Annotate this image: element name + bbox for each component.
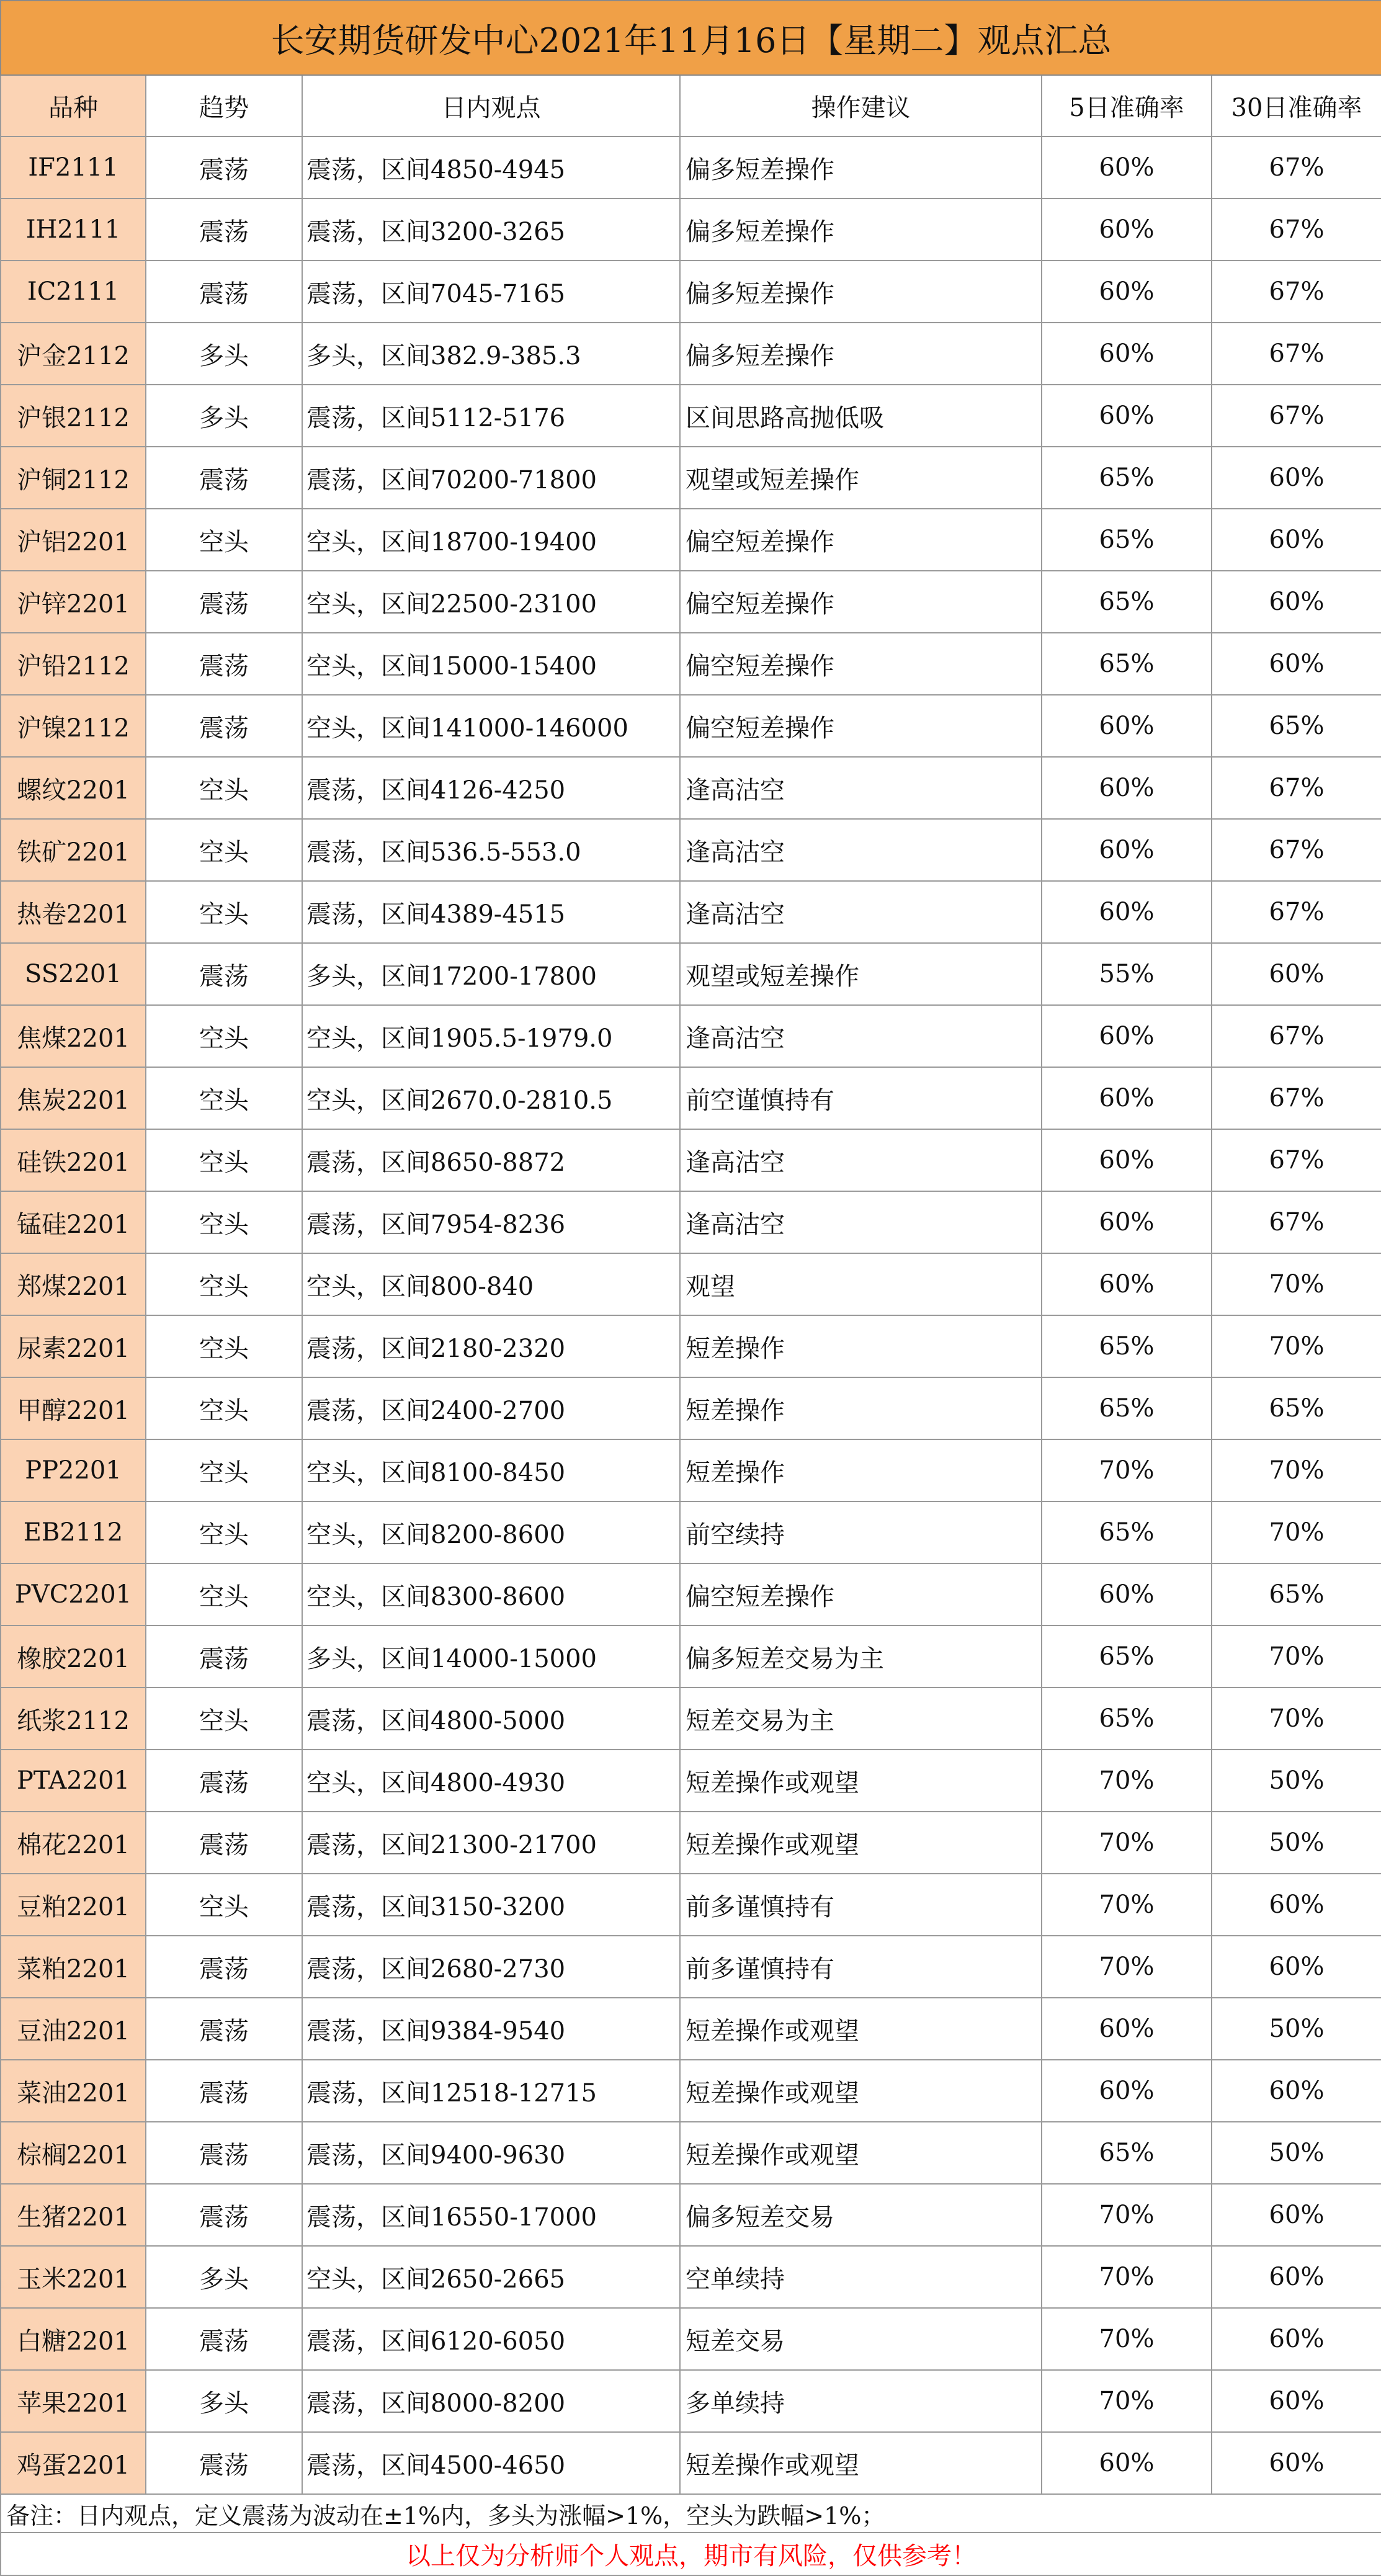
trend-cell: 震荡 — [146, 2308, 302, 2370]
variety-cell: PVC2201 — [1, 1563, 146, 1626]
header-advice: 操作建议 — [680, 75, 1042, 136]
trend-cell: 震荡 — [146, 447, 302, 509]
accuracy-30day-cell: 60% — [1212, 1874, 1381, 1936]
table-row — [1, 2122, 1381, 2184]
intraday-view-cell: 震荡，区间4126-4250 — [302, 757, 680, 819]
advice-cell: 短差操作或观望 — [680, 1812, 1042, 1874]
variety-cell: 沪铝2201 — [1, 509, 146, 571]
table-row — [1, 881, 1381, 943]
accuracy-5day-cell: 70% — [1042, 1874, 1212, 1936]
accuracy-5day-cell: 60% — [1042, 136, 1212, 199]
variety-cell: SS2201 — [1, 943, 146, 1005]
accuracy-5day-cell: 60% — [1042, 1067, 1212, 1129]
accuracy-5day-cell: 65% — [1042, 509, 1212, 571]
accuracy-30day-cell: 70% — [1212, 1626, 1381, 1688]
intraday-view-cell: 空头，区间15000-15400 — [302, 633, 680, 695]
accuracy-30day-cell: 50% — [1212, 1750, 1381, 1812]
intraday-view-cell: 空头，区间800-840 — [302, 1253, 680, 1315]
accuracy-30day-cell: 67% — [1212, 136, 1381, 199]
accuracy-30day-cell: 67% — [1212, 199, 1381, 261]
intraday-view-cell: 多头，区间382.9-385.3 — [302, 323, 680, 385]
intraday-view-cell: 震荡，区间9400-9630 — [302, 2122, 680, 2184]
variety-cell: 鸡蛋2201 — [1, 2432, 146, 2494]
advice-cell: 逢高沽空 — [680, 1129, 1042, 1191]
variety-cell: 纸浆2112 — [1, 1688, 146, 1750]
variety-cell: 铁矿2201 — [1, 819, 146, 881]
accuracy-5day-cell: 65% — [1042, 2122, 1212, 2184]
variety-cell: 尿素2201 — [1, 1315, 146, 1377]
trend-cell: 震荡 — [146, 1812, 302, 1874]
variety-cell: 沪锌2201 — [1, 571, 146, 633]
variety-cell: 菜粕2201 — [1, 1936, 146, 1998]
table-row — [1, 2246, 1381, 2308]
variety-cell: 硅铁2201 — [1, 1129, 146, 1191]
trend-cell: 震荡 — [146, 199, 302, 261]
accuracy-30day-cell: 60% — [1212, 2308, 1381, 2370]
trend-cell: 震荡 — [146, 1750, 302, 1812]
advice-cell: 逢高沽空 — [680, 1005, 1042, 1067]
trend-cell: 震荡 — [146, 2184, 302, 2246]
trend-cell: 空头 — [146, 1191, 302, 1253]
trend-cell: 空头 — [146, 1688, 302, 1750]
accuracy-5day-cell: 70% — [1042, 2308, 1212, 2370]
intraday-view-cell: 空头，区间18700-19400 — [302, 509, 680, 571]
accuracy-5day-cell: 60% — [1042, 1005, 1212, 1067]
accuracy-30day-cell: 65% — [1212, 1563, 1381, 1626]
footnote: 备注：日内观点，定义震荡为波动在±1%内，多头为涨幅>1%，空头为跌幅>1%； — [1, 2494, 1381, 2533]
table-row — [1, 695, 1381, 757]
variety-cell: PTA2201 — [1, 1750, 146, 1812]
advice-cell: 观望或短差操作 — [680, 447, 1042, 509]
intraday-view-cell: 空头，区间22500-23100 — [302, 571, 680, 633]
trend-cell: 空头 — [146, 1129, 302, 1191]
table-row — [1, 2370, 1381, 2432]
trend-cell: 多头 — [146, 323, 302, 385]
accuracy-5day-cell: 60% — [1042, 757, 1212, 819]
variety-cell: 热卷2201 — [1, 881, 146, 943]
trend-cell: 空头 — [146, 1377, 302, 1439]
advice-cell: 逢高沽空 — [680, 819, 1042, 881]
advice-cell: 多单续持 — [680, 2370, 1042, 2432]
variety-cell: 沪铅2112 — [1, 633, 146, 695]
trend-cell: 震荡 — [146, 2432, 302, 2494]
accuracy-5day-cell: 70% — [1042, 1439, 1212, 1501]
table-row — [1, 1377, 1381, 1439]
trend-cell: 空头 — [146, 1005, 302, 1067]
table-row — [1, 1005, 1381, 1067]
table-row — [1, 1501, 1381, 1563]
table-row — [1, 571, 1381, 633]
accuracy-30day-cell: 67% — [1212, 819, 1381, 881]
accuracy-5day-cell: 60% — [1042, 1253, 1212, 1315]
accuracy-30day-cell: 70% — [1212, 1315, 1381, 1377]
table-row — [1, 1874, 1381, 1936]
accuracy-5day-cell: 70% — [1042, 1750, 1212, 1812]
accuracy-30day-cell: 60% — [1212, 509, 1381, 571]
advice-cell: 前空谨慎持有 — [680, 1067, 1042, 1129]
accuracy-30day-cell: 67% — [1212, 261, 1381, 323]
accuracy-30day-cell: 60% — [1212, 943, 1381, 1005]
variety-cell: 玉米2201 — [1, 2246, 146, 2308]
table-row — [1, 1998, 1381, 2060]
variety-cell: 焦煤2201 — [1, 1005, 146, 1067]
variety-cell: 锰硅2201 — [1, 1191, 146, 1253]
accuracy-5day-cell: 65% — [1042, 1377, 1212, 1439]
variety-cell: PP2201 — [1, 1439, 146, 1501]
intraday-view-cell: 震荡，区间4850-4945 — [302, 136, 680, 199]
intraday-view-cell: 震荡，区间16550-17000 — [302, 2184, 680, 2246]
trend-cell: 多头 — [146, 2246, 302, 2308]
table-row — [1, 1812, 1381, 1874]
trend-cell: 震荡 — [146, 1998, 302, 2060]
accuracy-5day-cell: 70% — [1042, 1812, 1212, 1874]
table-row — [1, 323, 1381, 385]
advice-cell: 短差操作或观望 — [680, 2060, 1042, 2122]
advice-cell: 短差交易为主 — [680, 1688, 1042, 1750]
header-30day-accuracy: 30日准确率 — [1212, 75, 1381, 136]
header-5day-accuracy: 5日准确率 — [1042, 75, 1212, 136]
accuracy-5day-cell: 65% — [1042, 447, 1212, 509]
accuracy-30day-cell: 60% — [1212, 2246, 1381, 2308]
advice-cell: 观望 — [680, 1253, 1042, 1315]
advice-cell: 偏空短差操作 — [680, 571, 1042, 633]
accuracy-5day-cell: 60% — [1042, 199, 1212, 261]
table-row — [1, 633, 1381, 695]
accuracy-5day-cell: 55% — [1042, 943, 1212, 1005]
accuracy-5day-cell: 65% — [1042, 1501, 1212, 1563]
accuracy-5day-cell: 70% — [1042, 2184, 1212, 2246]
accuracy-30day-cell: 67% — [1212, 1191, 1381, 1253]
trend-cell: 震荡 — [146, 633, 302, 695]
intraday-view-cell: 空头，区间141000-146000 — [302, 695, 680, 757]
trend-cell: 空头 — [146, 819, 302, 881]
table-body — [1, 1, 1381, 2494]
table-row — [1, 1688, 1381, 1750]
table-row — [1, 1563, 1381, 1626]
variety-cell: 豆粕2201 — [1, 1874, 146, 1936]
intraday-view-cell: 空头，区间1905.5-1979.0 — [302, 1005, 680, 1067]
intraday-view-cell: 震荡，区间12518-12715 — [302, 2060, 680, 2122]
accuracy-5day-cell: 65% — [1042, 1315, 1212, 1377]
advice-cell: 短差操作 — [680, 1315, 1042, 1377]
trend-cell: 空头 — [146, 1439, 302, 1501]
accuracy-30day-cell: 50% — [1212, 1998, 1381, 2060]
table-row — [1, 136, 1381, 199]
table-row — [1, 1750, 1381, 1812]
intraday-view-cell: 空头，区间2650-2665 — [302, 2246, 680, 2308]
trend-cell: 空头 — [146, 1874, 302, 1936]
intraday-view-cell: 震荡，区间8000-8200 — [302, 2370, 680, 2432]
intraday-view-cell: 震荡，区间536.5-553.0 — [302, 819, 680, 881]
variety-cell: 螺纹2201 — [1, 757, 146, 819]
table-row — [1, 1067, 1381, 1129]
intraday-view-cell: 空头，区间8200-8600 — [302, 1501, 680, 1563]
intraday-view-cell: 空头，区间8300-8600 — [302, 1563, 680, 1626]
trend-cell: 震荡 — [146, 1626, 302, 1688]
advice-cell: 偏空短差操作 — [680, 1563, 1042, 1626]
accuracy-5day-cell: 60% — [1042, 695, 1212, 757]
trend-cell: 震荡 — [146, 1936, 302, 1998]
trend-cell: 震荡 — [146, 261, 302, 323]
variety-cell: 生猪2201 — [1, 2184, 146, 2246]
variety-cell: 棕榈2201 — [1, 2122, 146, 2184]
accuracy-5day-cell: 60% — [1042, 261, 1212, 323]
variety-cell: 菜油2201 — [1, 2060, 146, 2122]
table-row — [1, 2060, 1381, 2122]
table-row — [1, 385, 1381, 447]
risk-disclaimer: 以上仅为分析师个人观点，期市有风险，仅供参考！ — [1, 2533, 1381, 2575]
accuracy-30day-cell: 67% — [1212, 323, 1381, 385]
accuracy-5day-cell: 60% — [1042, 2432, 1212, 2494]
trend-cell: 空头 — [146, 881, 302, 943]
intraday-view-cell: 震荡，区间2400-2700 — [302, 1377, 680, 1439]
intraday-view-cell: 震荡，区间4500-4650 — [302, 2432, 680, 2494]
advice-cell: 前空续持 — [680, 1501, 1042, 1563]
intraday-view-cell: 震荡，区间7045-7165 — [302, 261, 680, 323]
advice-cell: 偏空短差操作 — [680, 509, 1042, 571]
trend-cell: 空头 — [146, 509, 302, 571]
accuracy-30day-cell: 70% — [1212, 1501, 1381, 1563]
intraday-view-cell: 震荡，区间4389-4515 — [302, 881, 680, 943]
intraday-view-cell: 震荡，区间9384-9540 — [302, 1998, 680, 2060]
accuracy-5day-cell: 60% — [1042, 2060, 1212, 2122]
intraday-view-cell: 震荡，区间6120-6050 — [302, 2308, 680, 2370]
accuracy-30day-cell: 67% — [1212, 1005, 1381, 1067]
variety-cell: 甲醇2201 — [1, 1377, 146, 1439]
variety-cell: 橡胶2201 — [1, 1626, 146, 1688]
accuracy-5day-cell: 60% — [1042, 1191, 1212, 1253]
trend-cell: 空头 — [146, 1563, 302, 1626]
intraday-view-cell: 震荡，区间2680-2730 — [302, 1936, 680, 1998]
advice-cell: 短差操作或观望 — [680, 1750, 1042, 1812]
accuracy-5day-cell: 70% — [1042, 2370, 1212, 2432]
header-intraday-view: 日内观点 — [302, 75, 680, 136]
table-row — [1, 1936, 1381, 1998]
accuracy-30day-cell: 60% — [1212, 2060, 1381, 2122]
accuracy-5day-cell: 60% — [1042, 819, 1212, 881]
table-row — [1, 1129, 1381, 1191]
accuracy-5day-cell: 60% — [1042, 323, 1212, 385]
accuracy-30day-cell: 70% — [1212, 1439, 1381, 1501]
variety-cell: 沪铜2112 — [1, 447, 146, 509]
table-row — [1, 509, 1381, 571]
accuracy-30day-cell: 50% — [1212, 1812, 1381, 1874]
footer — [1, 2494, 1381, 2575]
table-row — [1, 757, 1381, 819]
accuracy-30day-cell: 60% — [1212, 2432, 1381, 2494]
variety-cell: 豆油2201 — [1, 1998, 146, 2060]
table-row — [1, 819, 1381, 881]
advice-cell: 短差交易 — [680, 2308, 1042, 2370]
intraday-view-cell: 震荡，区间21300-21700 — [302, 1812, 680, 1874]
advice-cell: 偏多短差操作 — [680, 136, 1042, 199]
intraday-view-cell: 震荡，区间70200-71800 — [302, 447, 680, 509]
variety-cell: IC2111 — [1, 261, 146, 323]
advice-cell: 逢高沽空 — [680, 1191, 1042, 1253]
advice-cell: 区间思路高抛低吸 — [680, 385, 1042, 447]
accuracy-30day-cell: 70% — [1212, 1253, 1381, 1315]
advice-cell: 短差操作 — [680, 1377, 1042, 1439]
sheet-title: 长安期货研发中心2021年11月16日【星期二】观点汇总 — [1, 1, 1381, 75]
header-variety: 品种 — [1, 75, 146, 136]
trend-cell: 震荡 — [146, 2122, 302, 2184]
header-trend: 趋势 — [146, 75, 302, 136]
accuracy-5day-cell: 60% — [1042, 1129, 1212, 1191]
accuracy-30day-cell: 65% — [1212, 695, 1381, 757]
trend-cell: 震荡 — [146, 695, 302, 757]
accuracy-5day-cell: 60% — [1042, 1563, 1212, 1626]
intraday-view-cell: 震荡，区间4800-5000 — [302, 1688, 680, 1750]
accuracy-30day-cell: 67% — [1212, 385, 1381, 447]
variety-cell: IF2111 — [1, 136, 146, 199]
accuracy-30day-cell: 60% — [1212, 2370, 1381, 2432]
trend-cell: 空头 — [146, 1067, 302, 1129]
accuracy-5day-cell: 65% — [1042, 1626, 1212, 1688]
intraday-view-cell: 震荡，区间5112-5176 — [302, 385, 680, 447]
advice-cell: 短差操作或观望 — [680, 2122, 1042, 2184]
intraday-view-cell: 震荡，区间2180-2320 — [302, 1315, 680, 1377]
accuracy-30day-cell: 60% — [1212, 2184, 1381, 2246]
advice-cell: 偏空短差操作 — [680, 633, 1042, 695]
trend-cell: 空头 — [146, 757, 302, 819]
table-row — [1, 943, 1381, 1005]
accuracy-30day-cell: 67% — [1212, 1129, 1381, 1191]
variety-cell: 沪金2112 — [1, 323, 146, 385]
table-row — [1, 1191, 1381, 1253]
variety-cell: IH2111 — [1, 199, 146, 261]
intraday-view-cell: 空头，区间4800-4930 — [302, 1750, 680, 1812]
variety-cell: 棉花2201 — [1, 1812, 146, 1874]
advice-cell: 偏多短差操作 — [680, 199, 1042, 261]
trend-cell: 多头 — [146, 385, 302, 447]
advice-cell: 短差操作或观望 — [680, 2432, 1042, 2494]
table-row — [1, 1439, 1381, 1501]
accuracy-30day-cell: 65% — [1212, 1377, 1381, 1439]
advice-cell: 偏多短差交易 — [680, 2184, 1042, 2246]
accuracy-5day-cell: 70% — [1042, 1936, 1212, 1998]
advice-cell: 短差操作或观望 — [680, 1998, 1042, 2060]
trend-cell: 震荡 — [146, 943, 302, 1005]
advice-cell: 短差操作 — [680, 1439, 1042, 1501]
table-row — [1, 2308, 1381, 2370]
intraday-view-cell: 震荡，区间7954-8236 — [302, 1191, 680, 1253]
accuracy-5day-cell: 70% — [1042, 2246, 1212, 2308]
trend-cell: 震荡 — [146, 571, 302, 633]
accuracy-5day-cell: 60% — [1042, 385, 1212, 447]
accuracy-30day-cell: 60% — [1212, 1936, 1381, 1998]
advice-cell: 空单续持 — [680, 2246, 1042, 2308]
trend-cell: 空头 — [146, 1315, 302, 1377]
table-row — [1, 1626, 1381, 1688]
intraday-view-cell: 空头，区间8100-8450 — [302, 1439, 680, 1501]
variety-cell: 苹果2201 — [1, 2370, 146, 2432]
trend-cell: 多头 — [146, 2370, 302, 2432]
table-row — [1, 261, 1381, 323]
table-row — [1, 1315, 1381, 1377]
advice-cell: 观望或短差操作 — [680, 943, 1042, 1005]
advice-cell: 偏多短差交易为主 — [680, 1626, 1042, 1688]
trend-cell: 空头 — [146, 1501, 302, 1563]
trend-cell: 震荡 — [146, 2060, 302, 2122]
trend-cell: 震荡 — [146, 136, 302, 199]
table-row — [1, 2184, 1381, 2246]
variety-cell: 焦炭2201 — [1, 1067, 146, 1129]
header-row — [1, 75, 1381, 136]
table-row — [1, 199, 1381, 261]
intraday-view-cell: 震荡，区间3200-3265 — [302, 199, 680, 261]
accuracy-30day-cell: 60% — [1212, 447, 1381, 509]
accuracy-30day-cell: 60% — [1212, 571, 1381, 633]
accuracy-5day-cell: 60% — [1042, 881, 1212, 943]
advice-cell: 偏多短差操作 — [680, 323, 1042, 385]
advice-cell: 逢高沽空 — [680, 757, 1042, 819]
advice-cell: 偏多短差操作 — [680, 261, 1042, 323]
accuracy-30day-cell: 60% — [1212, 633, 1381, 695]
variety-cell: 沪银2112 — [1, 385, 146, 447]
variety-cell: 沪镍2112 — [1, 695, 146, 757]
variety-cell: EB2112 — [1, 1501, 146, 1563]
advice-cell: 逢高沽空 — [680, 881, 1042, 943]
accuracy-5day-cell: 65% — [1042, 1688, 1212, 1750]
intraday-view-cell: 多头，区间14000-15000 — [302, 1626, 680, 1688]
variety-cell: 郑煤2201 — [1, 1253, 146, 1315]
table-row — [1, 2432, 1381, 2494]
intraday-view-cell: 震荡，区间8650-8872 — [302, 1129, 680, 1191]
accuracy-30day-cell: 67% — [1212, 757, 1381, 819]
accuracy-30day-cell: 70% — [1212, 1688, 1381, 1750]
table-row — [1, 1253, 1381, 1315]
accuracy-5day-cell: 60% — [1042, 1998, 1212, 2060]
advice-cell: 前多谨慎持有 — [680, 1874, 1042, 1936]
intraday-view-cell: 多头，区间17200-17800 — [302, 943, 680, 1005]
intraday-view-cell: 空头，区间2670.0-2810.5 — [302, 1067, 680, 1129]
trend-cell: 空头 — [146, 1253, 302, 1315]
accuracy-5day-cell: 65% — [1042, 571, 1212, 633]
accuracy-30day-cell: 67% — [1212, 881, 1381, 943]
accuracy-5day-cell: 65% — [1042, 633, 1212, 695]
table-row — [1, 447, 1381, 509]
advice-cell: 前多谨慎持有 — [680, 1936, 1042, 1998]
advice-cell: 偏空短差操作 — [680, 695, 1042, 757]
intraday-view-cell: 震荡，区间3150-3200 — [302, 1874, 680, 1936]
accuracy-30day-cell: 67% — [1212, 1067, 1381, 1129]
variety-cell: 白糖2201 — [1, 2308, 146, 2370]
accuracy-30day-cell: 50% — [1212, 2122, 1381, 2184]
